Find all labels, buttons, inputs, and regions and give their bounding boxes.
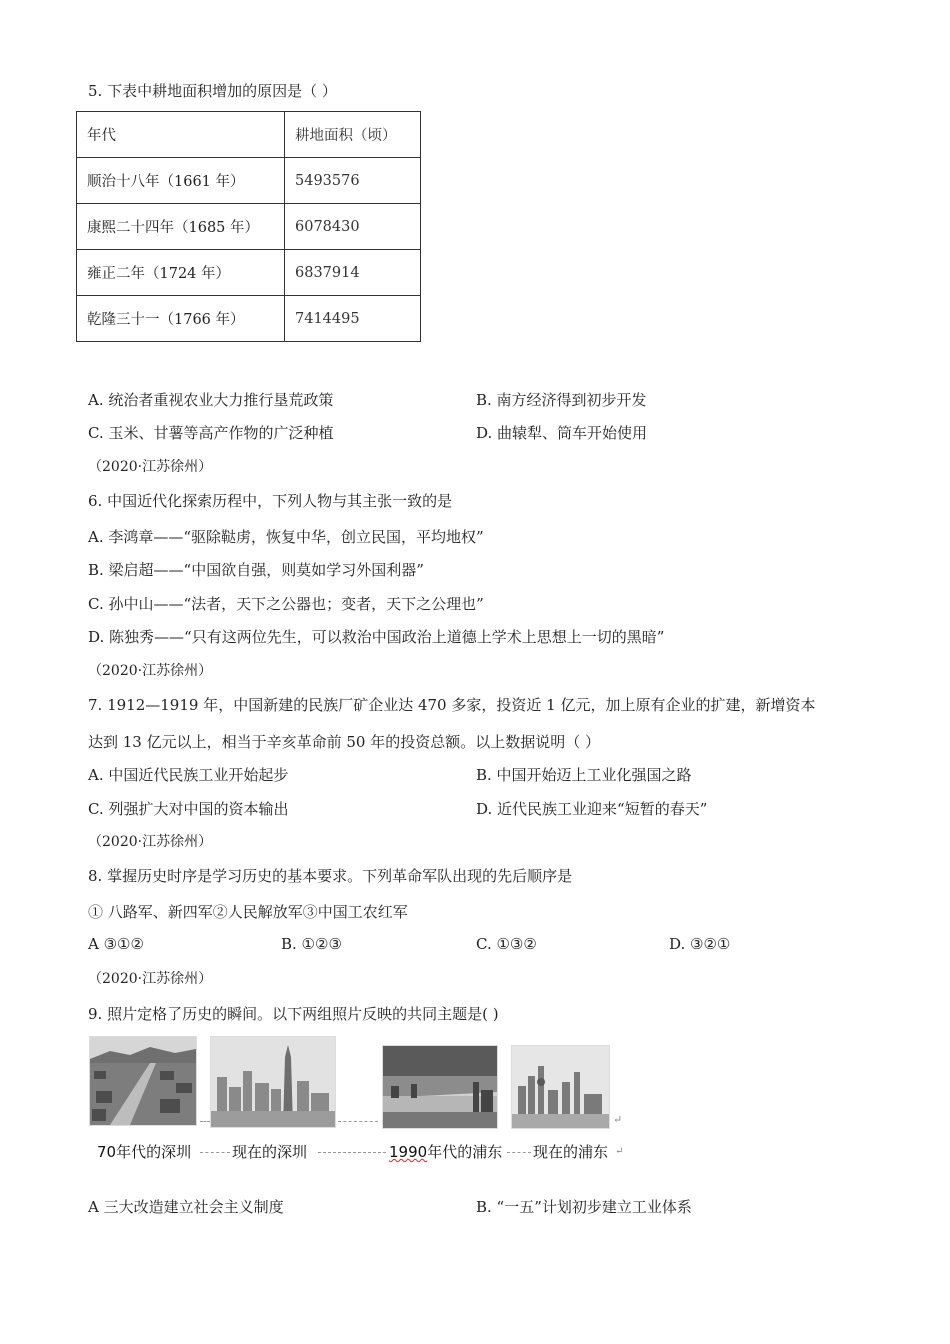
farmland-table (76, 111, 421, 342)
table-cell: 5493576 (285, 158, 421, 204)
q5-stem: 5. 下表中耕地面积增加的原因是（ ） (88, 82, 337, 100)
q5-source: （2020·江苏徐州） (88, 459, 213, 475)
table-cell: 6837914 (285, 250, 421, 296)
caption-year: 1990 (389, 1143, 428, 1161)
q6-option-a[interactable]: A. 李鸿章——“驱除鞑虏，恢复中华，创立民国，平均地权” (88, 528, 484, 546)
table-row (77, 250, 421, 296)
q9-option-b[interactable]: B. “一五”计划初步建立工业体系 (476, 1198, 692, 1216)
photo-shenzhen-1970s (89, 1036, 197, 1126)
q7-stem-line2: 达到 13 亿元以上，相当于辛亥革命前 50 年的投资总额。以上数据说明（ ） (88, 733, 601, 751)
q6-stem: 6. 中国近代化探索历程中，下列人物与其主张一致的是 (88, 492, 453, 510)
photo-pudong-1990s (382, 1045, 498, 1129)
q7-option-a[interactable]: A. 中国近代民族工业开始起步 (88, 766, 289, 784)
q5-option-d[interactable]: D. 曲辕犁、筒车开始使用 (476, 424, 648, 442)
q8-option-a[interactable]: A ③①② (88, 935, 144, 953)
q8-stem: 8. 掌握历史时序是学习历史的基本要求。下列革命军队出现的先后顺序是 (88, 867, 573, 885)
q8-items: ① 八路军、新四军②人民解放军③中国工农红军 (88, 903, 408, 921)
q7-source: （2020·江苏徐州） (88, 834, 213, 850)
caption-pudong-1990s (389, 1141, 502, 1162)
caption-leader (507, 1152, 531, 1153)
city-photo-icon (383, 1046, 497, 1128)
return-mark-icon: ↵ (615, 1146, 624, 1157)
city-photo-icon (211, 1037, 335, 1127)
caption-rest: 年代的浦东 (427, 1143, 503, 1161)
city-photo-icon (512, 1046, 609, 1128)
table-cell: 7414495 (285, 296, 421, 342)
q6-option-d[interactable]: D. 陈独秀——“只有这两位先生，可以救治中国政治上道德上学术上思想上一切的黑暗” (88, 628, 665, 646)
photo-shenzhen-now (210, 1036, 336, 1128)
city-photo-icon (90, 1037, 196, 1125)
q6-option-b[interactable]: B. 梁启超——“中国欲自强，则莫如学习外国利器” (88, 561, 424, 579)
q7-stem-line1: 7. 1912—1919 年，中国新建的民族厂矿企业达 470 多家，投资近 1 亿元，加上原有企业的扩建，新增资本 (88, 696, 816, 714)
table-row (77, 158, 421, 204)
q6-option-c[interactable]: C. 孙中山——“法者，天下之公器也；变者，天下之公理也” (88, 595, 484, 613)
caption-shenzhen-1970s: 70年代的深圳 (97, 1143, 192, 1161)
table-row (77, 296, 421, 342)
caption-pudong-now: 现在的浦东 (533, 1143, 609, 1161)
q7-option-d[interactable]: D. 近代民族工业迎来“短暂的春天” (476, 800, 708, 818)
q8-option-c[interactable]: C. ①③② (476, 935, 537, 953)
caption-leader (200, 1121, 210, 1122)
q8-option-d[interactable]: D. ③②① (669, 935, 731, 953)
table-cell: 乾隆三十一（1766 年） (77, 296, 285, 342)
q8-source: （2020·江苏徐州） (88, 971, 213, 987)
caption-leader (200, 1152, 230, 1153)
q8-option-b[interactable]: B. ①②③ (281, 935, 342, 953)
q5-option-a[interactable]: A. 统治者重视农业大力推行垦荒政策 (88, 391, 334, 409)
q5-option-b[interactable]: B. 南方经济得到初步开发 (476, 391, 647, 409)
q6-source: （2020·江苏徐州） (88, 663, 213, 679)
photo-pudong-now (511, 1045, 610, 1129)
caption-leader (318, 1152, 386, 1153)
table-cell: 雍正二年（1724 年） (77, 250, 285, 296)
table-header-era: 年代 (77, 112, 285, 158)
q9-stem: 9. 照片定格了历史的瞬间。以下两组照片反映的共同主题是( ) (88, 1005, 499, 1023)
q5-option-c[interactable]: C. 玉米、甘薯等高产作物的广泛种植 (88, 424, 334, 442)
table-cell: 康熙二十四年（1685 年） (77, 204, 285, 250)
return-mark-icon: ↵ (613, 1113, 623, 1126)
table-header-area: 耕地面积（顷） (285, 112, 421, 158)
table-cell: 6078430 (285, 204, 421, 250)
caption-shenzhen-now: 现在的深圳 (232, 1143, 308, 1161)
table-row (77, 204, 421, 250)
q7-option-b[interactable]: B. 中国开始迈上工业化强国之路 (476, 766, 692, 784)
q9-option-a[interactable]: A 三大改造建立社会主义制度 (88, 1198, 284, 1216)
caption-leader (338, 1121, 378, 1122)
table-header-row (77, 112, 421, 158)
q7-option-c[interactable]: C. 列强扩大对中国的资本输出 (88, 800, 289, 818)
table-cell: 顺治十八年（1661 年） (77, 158, 285, 204)
